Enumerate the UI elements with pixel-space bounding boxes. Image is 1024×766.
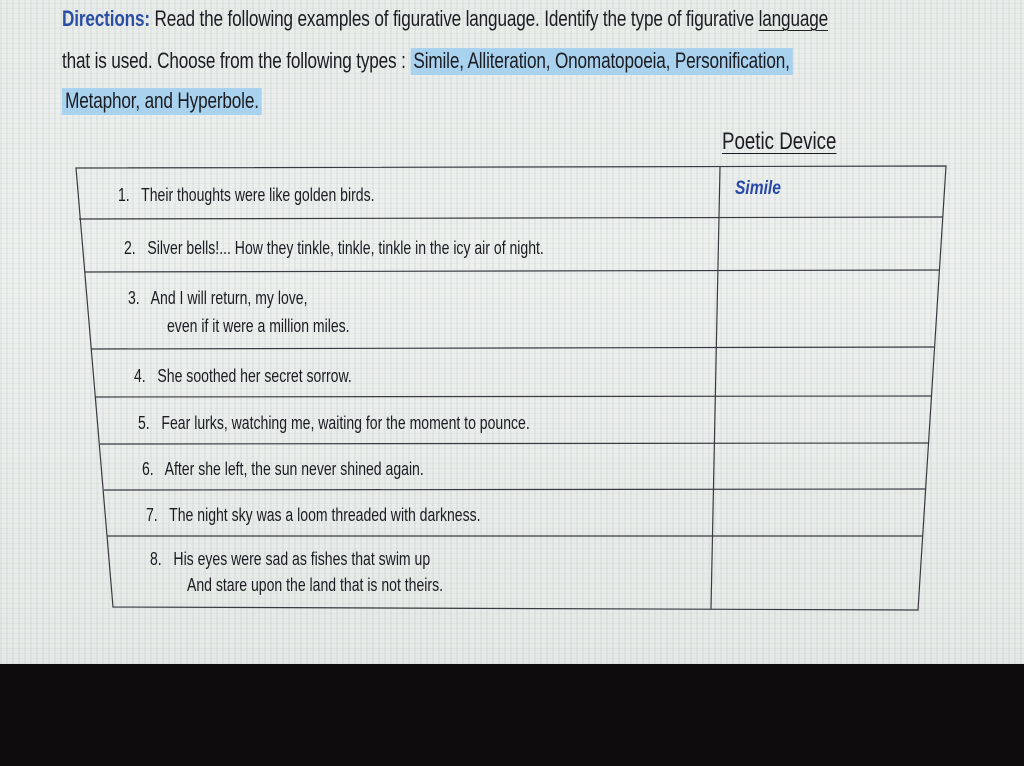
table-row xyxy=(134,362,352,390)
poetic-device-header: Poetic Device xyxy=(722,128,837,155)
screen-bezel xyxy=(0,664,1024,766)
table-row xyxy=(128,284,307,312)
answer-cell-8[interactable] xyxy=(712,538,916,606)
item-text: She soothed her secret sorrow. xyxy=(157,366,352,386)
directions-line-2 xyxy=(62,48,793,74)
answer-cell-5[interactable] xyxy=(716,398,926,442)
item-text: And I will return, my love, xyxy=(150,288,308,308)
table-row xyxy=(118,181,375,209)
types-highlight-2: Metaphor, and Hyperbole. xyxy=(62,88,262,115)
directions-text-2: that is used. Choose from the following types : xyxy=(62,48,406,73)
answer-cell-2[interactable] xyxy=(722,220,940,270)
table-row xyxy=(142,455,424,483)
table-row xyxy=(124,234,544,262)
answer-cell-6[interactable] xyxy=(715,445,923,488)
item-number: 5. xyxy=(138,413,150,433)
directions-label: Directions: xyxy=(62,6,150,31)
directions-line-1 xyxy=(62,6,828,32)
item-text-continued: And stare upon the land that is not theirs. xyxy=(187,575,444,595)
item-number: 7. xyxy=(146,505,158,525)
item-number: 4. xyxy=(134,366,146,386)
item-number: 8. xyxy=(150,549,162,569)
item-text-continued: even if it were a million miles. xyxy=(167,316,350,336)
table-row xyxy=(150,545,430,573)
answer-cell-4[interactable] xyxy=(718,350,930,395)
item-text: Fear lurks, watching me, waiting for the moment to pounce. xyxy=(161,413,530,433)
answer-cell-7[interactable] xyxy=(713,491,919,534)
item-number: 2. xyxy=(124,238,136,258)
table-row xyxy=(138,409,530,437)
item-text: His eyes were sad as fishes that swim up xyxy=(173,549,431,569)
directions-underlined-word: language xyxy=(758,6,828,31)
answer-cell-1[interactable]: Simile xyxy=(735,178,781,199)
directions-text-1: Read the following examples of figurative language. Identify the type of figurative xyxy=(154,6,755,31)
item-number: 6. xyxy=(142,459,154,479)
item-text: After she left, the sun never shined again. xyxy=(164,459,424,479)
types-highlight-1: Simile, Alliteration, Onomatopoeia, Personification, xyxy=(410,48,793,75)
directions-line-3 xyxy=(62,88,262,114)
item-text: Silver bells!... How they tinkle, tinkle, tinkle in the icy air of night. xyxy=(147,238,544,258)
table-row xyxy=(146,501,481,529)
item-text: Their thoughts were like golden birds. xyxy=(141,185,375,205)
answer-cell-3[interactable] xyxy=(719,273,934,347)
item-number: 1. xyxy=(118,185,130,205)
item-text: The night sky was a loom threaded with darkness. xyxy=(169,505,481,525)
item-number: 3. xyxy=(128,288,140,308)
